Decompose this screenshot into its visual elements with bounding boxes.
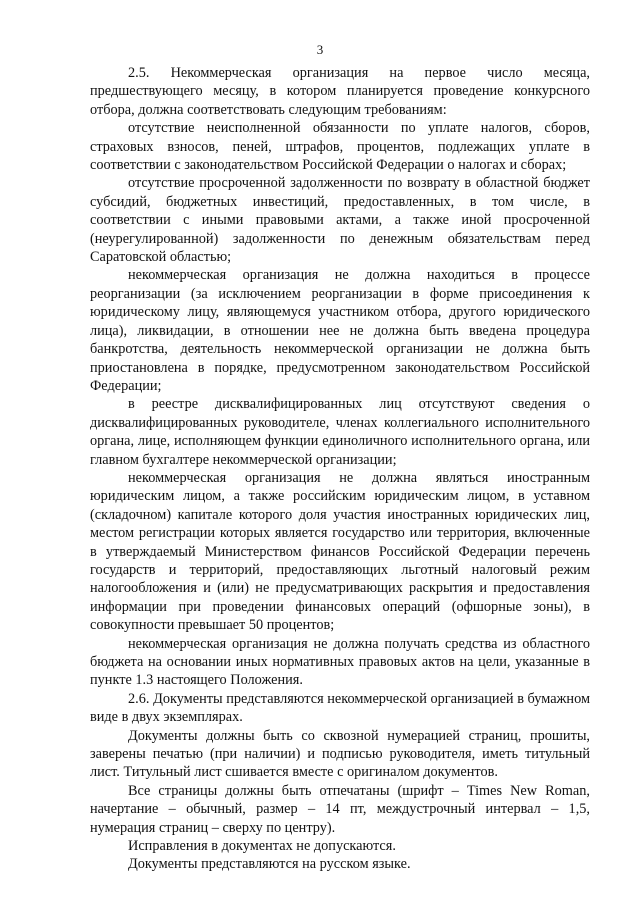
requirement-no-other-funding: некоммерческая организация не должна получать средства из областного бюджета на основании иных нормативных правовых актов на цели, указанные в пункте 1.3 настоящего Положения.: [90, 635, 590, 689]
requirement-no-tax-debt: отсутствие неисполненной обязанности по уплате налогов, сборов, страховых взносов, пеней, штрафов, процентов, подлежащих уплате в соответствии с законодательством Российской Федерации о налогах и сборах;: [90, 120, 590, 174]
requirement-no-overdue-debt: отсутствие просроченной задолженности по возврату в областной бюджет субсидий, бюджетных инвестиций, предоставленных, в том числе, в соответствии с иными правовыми актами, а также иной просроченной (неурегулированной) задолженности по денежным обязательствам перед Саратовской областью;: [90, 175, 590, 266]
requirement-not-foreign-entity: некоммерческая организация не должна являться иностранным юридическим лицом, а также российским юридическим лицом, в уставном (складочном) капитале которого доля участия иностранных юридических лиц, местом регистрации которых является государство или территория, включенные в утверждаемый Министерством финансов Российской Федерации перечень государств и территорий, предоставляющих льготный налоговый режим налогообложения и (или) не предусматривающих раскрытия и предоставления информации при проведении финансовых операций (офшорные зоны), в совокупности превышает 50 процентов;: [90, 469, 590, 634]
paragraph-russian-language: Документы представляются на русском языке.: [128, 856, 411, 873]
document-body: [90, 64, 590, 874]
paragraph-no-corrections: Исправления в документах не допускаются.: [128, 838, 396, 855]
paragraph-print-format: Все страницы должны быть отпечатаны (шрифт – Times New Roman, начертание – обычный, размер – 14 пт, междустрочный интервал – 1,5, нумерация страниц – сверху по центру).: [90, 782, 590, 836]
page-number: 3: [316, 42, 324, 57]
requirement-no-reorganization: некоммерческая организация не должна находиться в процессе реорганизации (за исключением реорганизации в форме присоединения к юридическому лицу, являющемуся участником отбора, другого юридического лица), ликвидации, в отношении нее не должна быть введена процедура банкротства, деятельность некоммерческой организации не должна быть приостановлена в порядке, предусмотренном законодательством Российской Федерации;: [90, 267, 590, 394]
requirement-no-disqualified-persons: в реестре дисквалифицированных лиц отсутствуют сведения о дисквалифицированных руководителе, членах коллегиального исполнительного органа, лице, исполняющем функции единоличного исполнительного органа, или главном бухгалтере некоммерческой организации;: [90, 396, 590, 468]
paragraph-document-binding: Документы должны быть со сквозной нумерацией страниц, прошиты, заверены печатью (при наличии) и подписью руководителя, иметь титульный лист. Титульный лист сшивается вместе с оригиналом документов.: [90, 727, 590, 781]
paragraph-2-6-paper-copies: 2.6. Документы представляются некоммерческой организацией в бумажном виде в двух экземплярах.: [90, 690, 590, 726]
paragraph-2-5-intro: 2.5. Некоммерческая организация на первое число месяца, предшествующего месяцу, в котором планируется проведение конкурсного отбора, должна соответствовать следующим требованиям:: [90, 65, 590, 118]
